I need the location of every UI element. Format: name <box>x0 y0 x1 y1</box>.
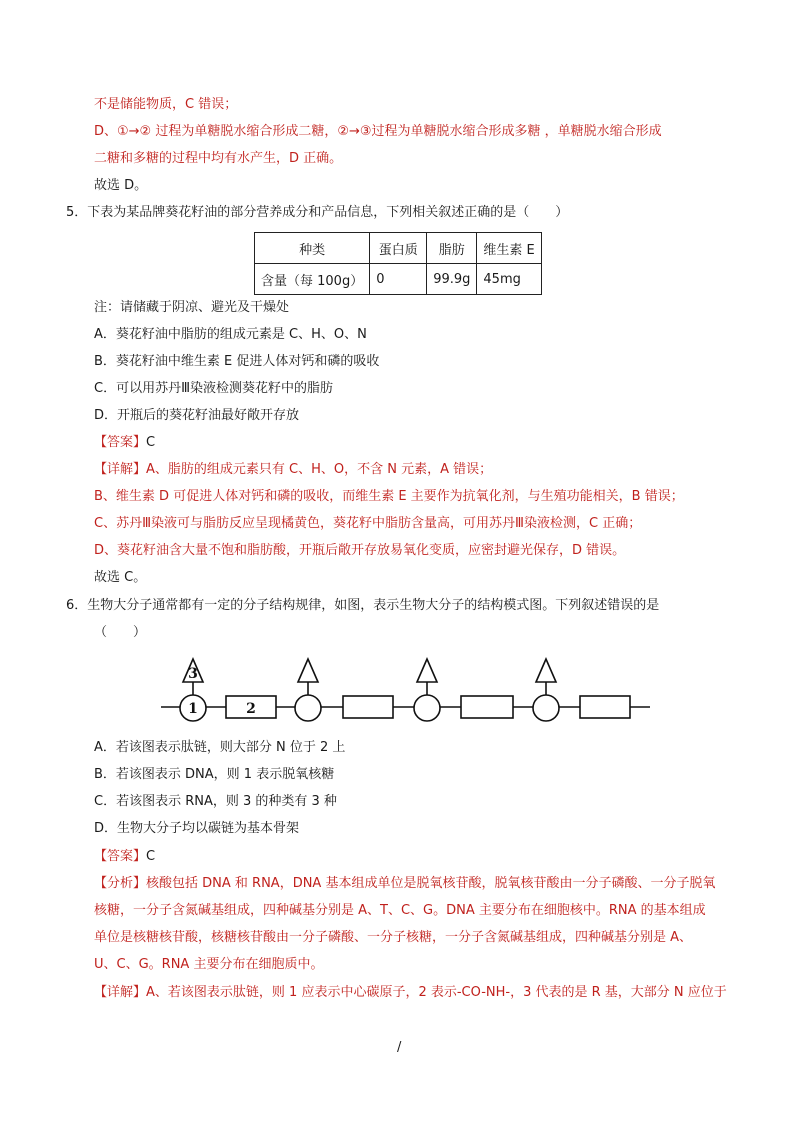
q5-choose: 故选 C。 <box>94 570 147 585</box>
detail-text: A、脂肪的组成元素只有 C、H、O，不含 N 元素，A 错误； <box>146 462 493 477</box>
macromolecule-diagram <box>155 650 655 730</box>
table-header-row <box>255 233 542 264</box>
sugar-circle <box>414 695 440 721</box>
answer-tag: 【答案】 <box>94 435 147 450</box>
q6-option-a: A．若该图表示肽链，则大部分 N 位于 2 上 <box>94 740 346 755</box>
q6-analysis-2: 核糖，一分子含氮碱基组成，四种碱基分别是 A、T、C、G。DNA 主要分布在细胞核中。RNA 的基本组成 <box>94 903 706 918</box>
prev-line-1: 不是储能物质，C 错误； <box>94 97 238 112</box>
q5-answer <box>94 434 155 452</box>
q6-detail <box>94 984 727 1002</box>
q5-detail-2: B、维生素 D 可促进人体对钙和磷的吸收，而维生素 E 主要作为抗氧化剂，与生殖功能相关，B 错误； <box>94 489 684 504</box>
table-header-cell: 种类 <box>255 233 370 264</box>
prev-line-3: 二糖和多糖的过程中均有水产生，D 正确。 <box>94 151 343 166</box>
q6-option-b: B．若该图表示 DNA，则 1 表示脱氧核糖 <box>94 767 335 782</box>
q5-option-a: A．葵花籽油中脂肪的组成元素是 C、H、O、N <box>94 327 367 342</box>
q6-stem: 6．生物大分子通常都有一定的分子结构规律，如图，表示生物大分子的结构模式图。下列叙述错误的是 <box>66 598 660 613</box>
q5-option-b: B．葵花籽油中维生素 E 促进人体对钙和磷的吸收 <box>94 354 380 369</box>
label-1: 1 <box>188 701 198 717</box>
q6-stem-paren: （ ） <box>94 625 147 640</box>
table-cell: 99.9g <box>427 264 477 295</box>
q5-detail-4: D、葵花籽油含大量不饱和脂肪酸，开瓶后敞开存放易氧化变质，应密封避光保存，D 错误。 <box>94 543 626 558</box>
sugar-circle <box>533 695 559 721</box>
table-row <box>255 264 542 295</box>
table-header-cell: 蛋白质 <box>370 233 427 264</box>
link-box <box>461 696 513 718</box>
q5-note: 注：请储藏于阴凉、避光及干燥处 <box>94 300 290 315</box>
table-cell: 含量（每 100g） <box>255 264 370 295</box>
label-2: 2 <box>246 701 256 717</box>
page-number: / <box>397 1040 402 1055</box>
link-box <box>580 696 630 718</box>
prev-line-2: D、①→② 过程为单糖脱水缩合形成二糖，②→③过程为单糖脱水缩合形成多糖 ，单糖脱水缩合形成 <box>94 124 662 139</box>
q5-option-c: C．可以用苏丹Ⅲ染液检测葵花籽中的脂肪 <box>94 381 334 396</box>
q5-option-d: D．开瓶后的葵花籽油最好敞开存放 <box>94 408 300 423</box>
side-triangle <box>298 659 318 682</box>
q6-option-c: C．若该图表示 RNA，则 3 的种类有 3 种 <box>94 794 337 809</box>
table-cell: 45mg <box>477 264 541 295</box>
answer-tag: 【答案】 <box>94 849 147 864</box>
detail-tag: 【详解】 <box>94 985 147 1000</box>
answer-value: C <box>146 435 156 450</box>
label-3: 3 <box>188 666 198 682</box>
detail-text: A、若该图表示肽链，则 1 应表示中心碳原子，2 表示-CO-NH-，3 代表的是 R 基，大部分 N 应位于 <box>146 985 727 1000</box>
prev-choose: 故选 D。 <box>94 178 148 193</box>
nutrition-table <box>254 232 542 295</box>
link-box <box>343 696 393 718</box>
table-cell: 0 <box>370 264 427 295</box>
table-header-cell: 维生素 E <box>477 233 541 264</box>
side-triangle <box>536 659 556 682</box>
detail-tag: 【详解】 <box>94 462 147 477</box>
sugar-circle <box>295 695 321 721</box>
q6-analysis-4: U、C、G。RNA 主要分布在细胞质中。 <box>94 957 324 972</box>
q6-answer <box>94 848 155 866</box>
q6-option-d: D．生物大分子均以碳链为基本骨架 <box>94 821 300 836</box>
q5-detail-1 <box>94 461 492 479</box>
answer-value: C <box>146 849 156 864</box>
q6-analysis-1 <box>94 875 715 893</box>
analysis-text: 核酸包括 DNA 和 RNA，DNA 基本组成单位是脱氧核苷酸，脱氧核苷酸由一分子磷酸、一分子脱氧 <box>146 876 716 891</box>
table-header-cell: 脂肪 <box>427 233 477 264</box>
q6-analysis-3: 单位是核糖核苷酸，核糖核苷酸由一分子磷酸、一分子核糖，一分子含氮碱基组成，四种碱基分别是 A、 <box>94 930 693 945</box>
q5-detail-3: C、苏丹Ⅲ染液可与脂肪反应呈现橘黄色，葵花籽中脂肪含量高，可用苏丹Ⅲ染液检测，C 正确； <box>94 516 642 531</box>
analysis-tag: 【分析】 <box>94 876 147 891</box>
q5-stem: 5．下表为某品牌葵花籽油的部分营养成分和产品信息，下列相关叙述正确的是（ ） <box>66 205 569 220</box>
side-triangle <box>417 659 437 682</box>
